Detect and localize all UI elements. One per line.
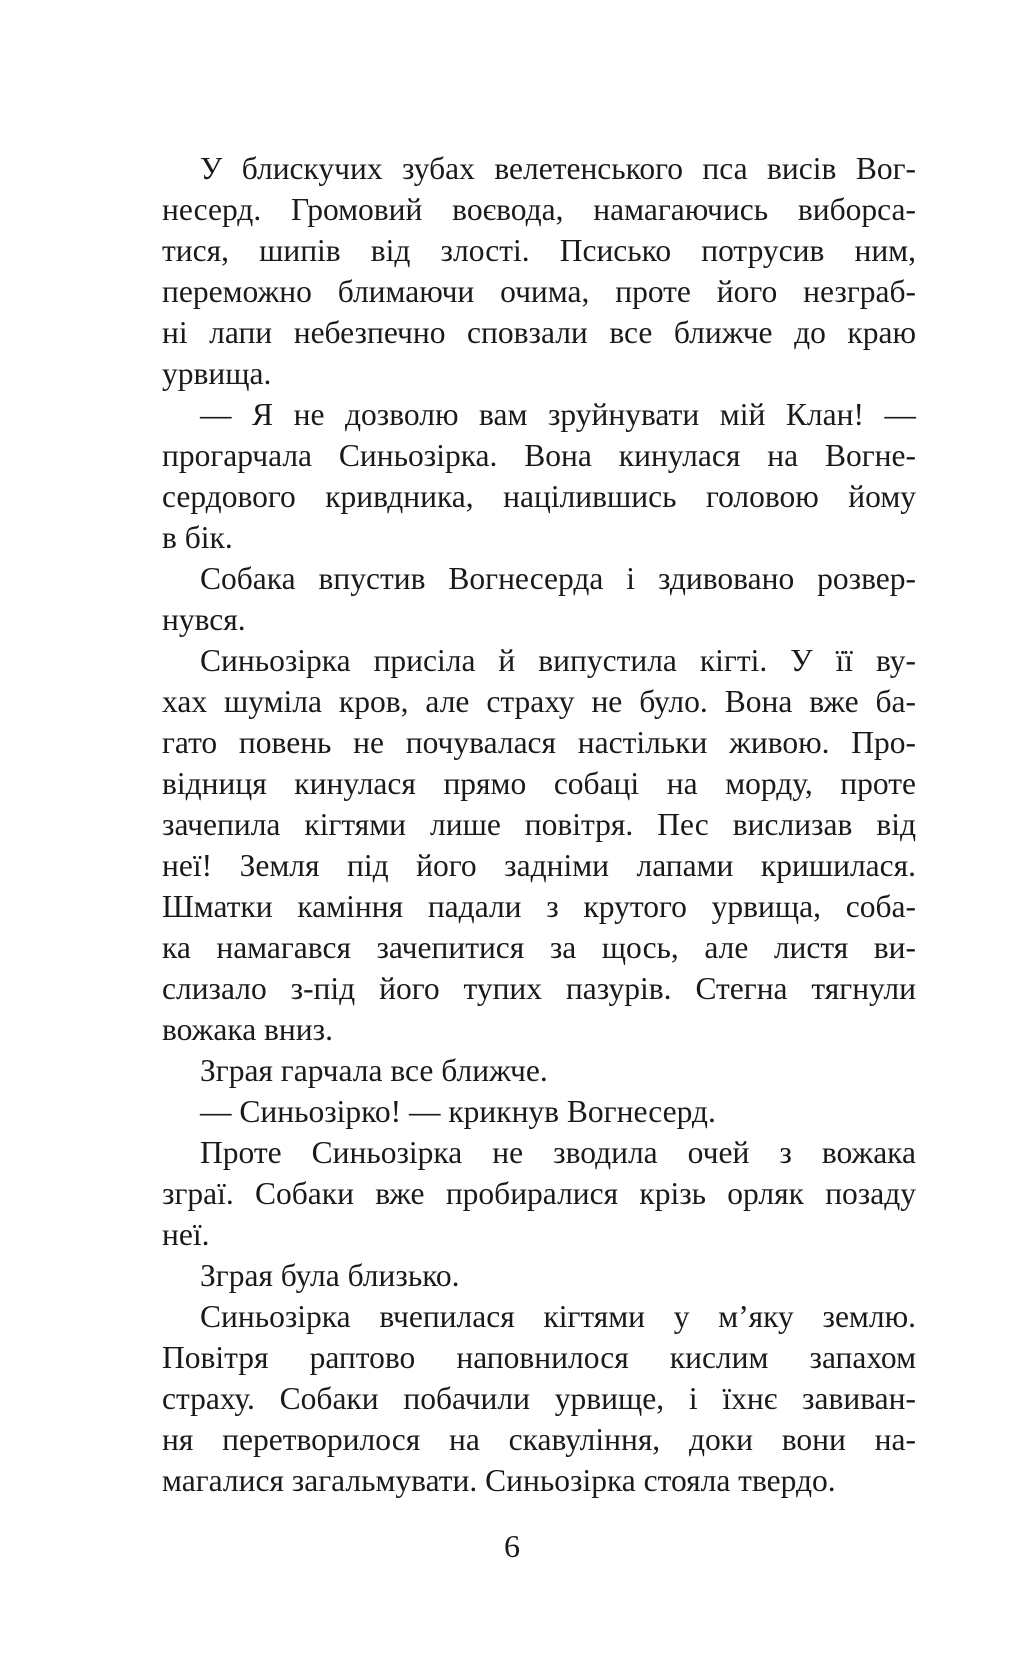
text-line: нувся. — [162, 602, 246, 637]
text-line: Синьозірка вчепилася кігтями у м’яку землю. — [200, 1299, 916, 1334]
text-line: тися, шипів від злості. Псисько потрусив ним, — [162, 233, 916, 268]
text-line: Шматки каміння падали з крутого урвища, соба- — [162, 889, 916, 924]
text-line: страху. Собаки побачили урвище, і їхнє завиван- — [162, 1381, 916, 1416]
text-line: У блискучих зубах велетенського пса висів Вог- — [200, 151, 916, 186]
text-line: Зграя гарчала все ближче. — [200, 1053, 548, 1088]
text-line: несерд. Громовий воєвода, намагаючись виборса- — [162, 192, 916, 227]
text-line: хах шуміла кров, але страху не було. Вона вже ба- — [162, 684, 916, 719]
text-line: Повітря раптово наповнилося кислим запахом — [162, 1340, 916, 1375]
text-line: — Я не дозволю вам зруйнувати мій Клан! — — [200, 397, 916, 432]
paragraph — [162, 1050, 916, 1091]
text-line: магалися загальмувати. Синьозірка стояла твердо. — [162, 1463, 836, 1498]
page-number: 6 — [504, 1528, 520, 1564]
paragraph — [162, 1255, 916, 1296]
text-line: слизало з-під його тупих пазурів. Стегна тягнули — [162, 971, 916, 1006]
page-body — [162, 148, 916, 1501]
paragraph — [162, 394, 916, 558]
text-line: ня перетворилося на скавуління, доки вони на- — [162, 1422, 916, 1457]
paragraph — [162, 1132, 916, 1255]
paragraph — [162, 1296, 916, 1501]
text-line: прогарчала Синьозірка. Вона кинулася на Вогне- — [162, 438, 916, 473]
text-line: ка намагався зачепитися за щось, але листя ви- — [162, 930, 916, 965]
text-line: вожака вниз. — [162, 1012, 333, 1047]
text-line: Синьозірка присіла й випустила кігті. У її ву- — [200, 643, 916, 678]
text-line: Собака впустив Вогнесерда і здивовано розвер- — [200, 561, 916, 596]
text-line: зачепила кігтями лише повітря. Пес вислизав від — [162, 807, 916, 842]
text-line: переможно блимаючи очима, проте його незграб- — [162, 274, 916, 309]
text-line: в бік. — [162, 520, 233, 555]
text-line: зграї. Собаки вже пробиралися крізь орляк позаду — [162, 1176, 916, 1211]
text-line: сердового кривдника, націлившись головою йому — [162, 479, 916, 514]
paragraph — [162, 640, 916, 1050]
text-line: неї! Земля під його задніми лапами кришилася. — [162, 848, 916, 883]
text-line: Проте Синьозірка не зводила очей з вожака — [200, 1135, 916, 1170]
text-line: — Синьозірко! — крикнув Вогнесерд. — [200, 1094, 716, 1129]
paragraph — [162, 148, 916, 394]
text-line: урвища. — [162, 356, 272, 391]
text-line: неї. — [162, 1217, 210, 1252]
paragraph — [162, 558, 916, 640]
body-text — [162, 148, 916, 1501]
paragraph — [162, 1091, 916, 1132]
text-line: Зграя була близько. — [200, 1258, 460, 1293]
text-line: відниця кинулася прямо собаці на морду, проте — [162, 766, 916, 801]
text-line: гато повень не почувалася настільки живою. Про- — [162, 725, 916, 760]
text-line: ні лапи небезпечно сповзали все ближче до краю — [162, 315, 916, 350]
